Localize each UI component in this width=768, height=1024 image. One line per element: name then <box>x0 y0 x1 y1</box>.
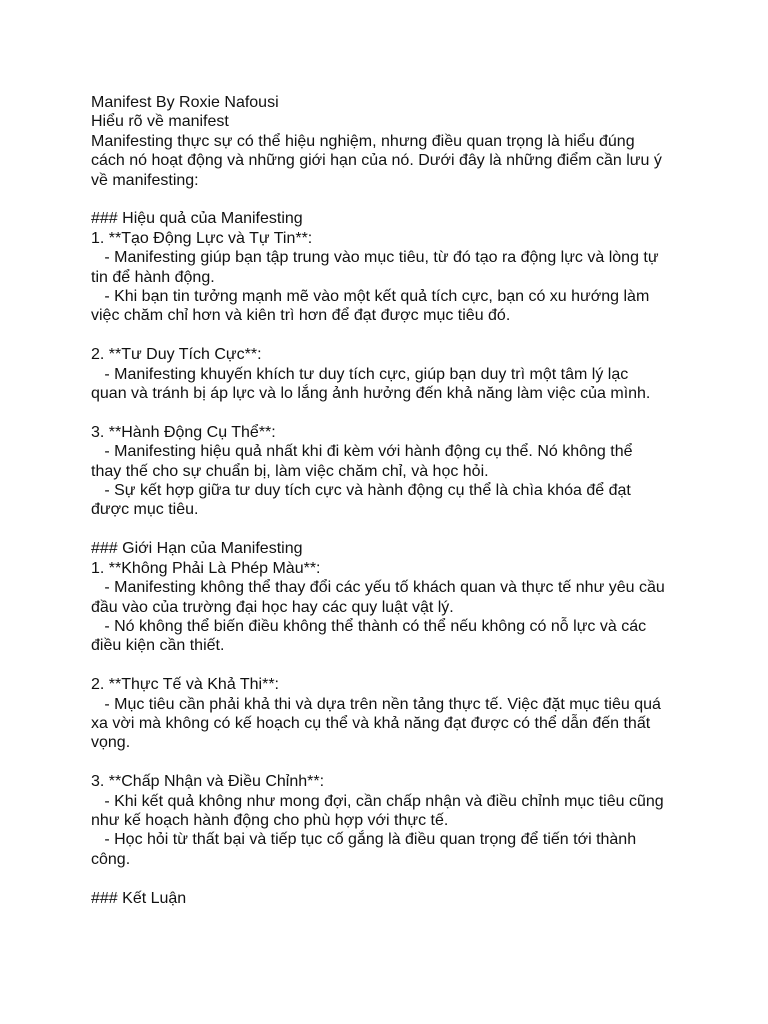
list-item-line: tin để hành động. <box>91 268 215 286</box>
list-item-line: đầu vào của trường đại học hay các quy luật vật lý. <box>91 598 454 616</box>
blank-line <box>91 403 691 422</box>
section-heading: ### Kết Luận <box>91 889 187 907</box>
list-item-line: - Khi bạn tin tưởng mạnh mẽ vào một kết quả tích cực, bạn có xu hướng làm <box>91 288 650 306</box>
list-item <box>91 559 691 656</box>
intro-line: về manifesting: <box>91 171 199 189</box>
section-heading: ### Giới Hạn của Manifesting <box>91 540 303 558</box>
list-item <box>91 675 691 753</box>
list-item-line: - Manifesting khuyến khích tư duy tích cực, giúp bạn duy trì một tâm lý lạc <box>91 365 629 383</box>
list-item-title: 1. **Tạo Động Lực và Tự Tin**: <box>91 229 313 247</box>
list-item-line: điều kiện cần thiết. <box>91 637 225 655</box>
list-item <box>91 423 691 520</box>
section-heading: ### Hiệu quả của Manifesting <box>91 210 303 228</box>
list-item-line: - Nó không thể biến điều không thể thành có thể nếu không có nỗ lực và các <box>91 617 647 635</box>
list-item-line: quan và tránh bị áp lực và lo lắng ảnh hưởng đến khả năng làm việc của mình. <box>91 385 651 403</box>
list-item-line: công. <box>91 850 131 868</box>
list-item <box>91 229 691 326</box>
document-title: Manifest By Roxie Nafousi <box>91 94 279 111</box>
list-item-line: xa vời mà không có kế hoạch cụ thể và khả năng đạt được có thể dẫn đến thất <box>91 714 651 732</box>
list-item-title: 2. **Thực Tế và Khả Thi**: <box>91 676 279 694</box>
document-page <box>91 93 691 908</box>
blank-line <box>91 520 691 539</box>
list-item-line: vọng. <box>91 734 131 752</box>
blank-line <box>91 326 691 345</box>
list-item-title: 3. **Chấp Nhận và Điều Chỉnh**: <box>91 773 325 791</box>
blank-line <box>91 869 691 888</box>
list-item-line: - Manifesting không thể thay đổi các yếu tố khách quan và thực tế như yêu cầu <box>91 579 665 597</box>
intro-line: Manifesting thực sự có thể hiệu nghiệm, nhưng điều quan trọng là hiểu đúng <box>91 132 635 150</box>
list-item-title: 1. **Không Phải Là Phép Màu**: <box>91 559 321 577</box>
blank-line <box>91 190 691 209</box>
list-item-line: - Manifesting giúp bạn tập trung vào mục tiêu, từ đó tạo ra động lực và lòng tự <box>91 249 659 267</box>
list-item-line: việc chăm chỉ hơn và kiên trì hơn để đạt được mục tiêu đó. <box>91 307 511 325</box>
section-effectiveness <box>91 209 691 519</box>
list-item <box>91 345 691 403</box>
list-item-line: - Sự kết hợp giữa tư duy tích cực và hành động cụ thể là chìa khóa để đạt <box>91 482 631 500</box>
list-item-line: - Khi kết quả không như mong đợi, cần chấp nhận và điều chỉnh mục tiêu cũng <box>91 792 664 810</box>
list-item-line: - Manifesting hiệu quả nhất khi đi kèm với hành động cụ thể. Nó không thể <box>91 443 633 461</box>
list-item <box>91 772 691 869</box>
intro-paragraph <box>91 132 691 190</box>
blank-line <box>91 656 691 675</box>
list-item-line: được mục tiêu. <box>91 501 199 519</box>
list-item-line: - Học hỏi từ thất bại và tiếp tục cố gắng là điều quan trọng để tiến tới thành <box>91 831 637 849</box>
list-item-line: như kế hoạch hành động cho phù hợp với thực tế. <box>91 811 449 829</box>
intro-line: cách nó hoạt động và những giới hạn của nó. Dưới đây là những điểm cần lưu ý <box>91 152 662 170</box>
blank-line <box>91 753 691 772</box>
section-limitations <box>91 539 691 869</box>
list-item-line: thay thế cho sự chuẩn bị, làm việc chăm chỉ, và học hỏi. <box>91 462 489 480</box>
list-item-title: 3. **Hành Động Cụ Thể**: <box>91 423 276 441</box>
document-subtitle: Hiểu rõ về manifest <box>91 113 229 131</box>
section-conclusion <box>91 889 691 908</box>
list-item-line: - Mục tiêu cần phải khả thi và dựa trên nền tảng thực tế. Việc đặt mục tiêu quá <box>91 695 661 713</box>
list-item-title: 2. **Tư Duy Tích Cực**: <box>91 346 262 364</box>
